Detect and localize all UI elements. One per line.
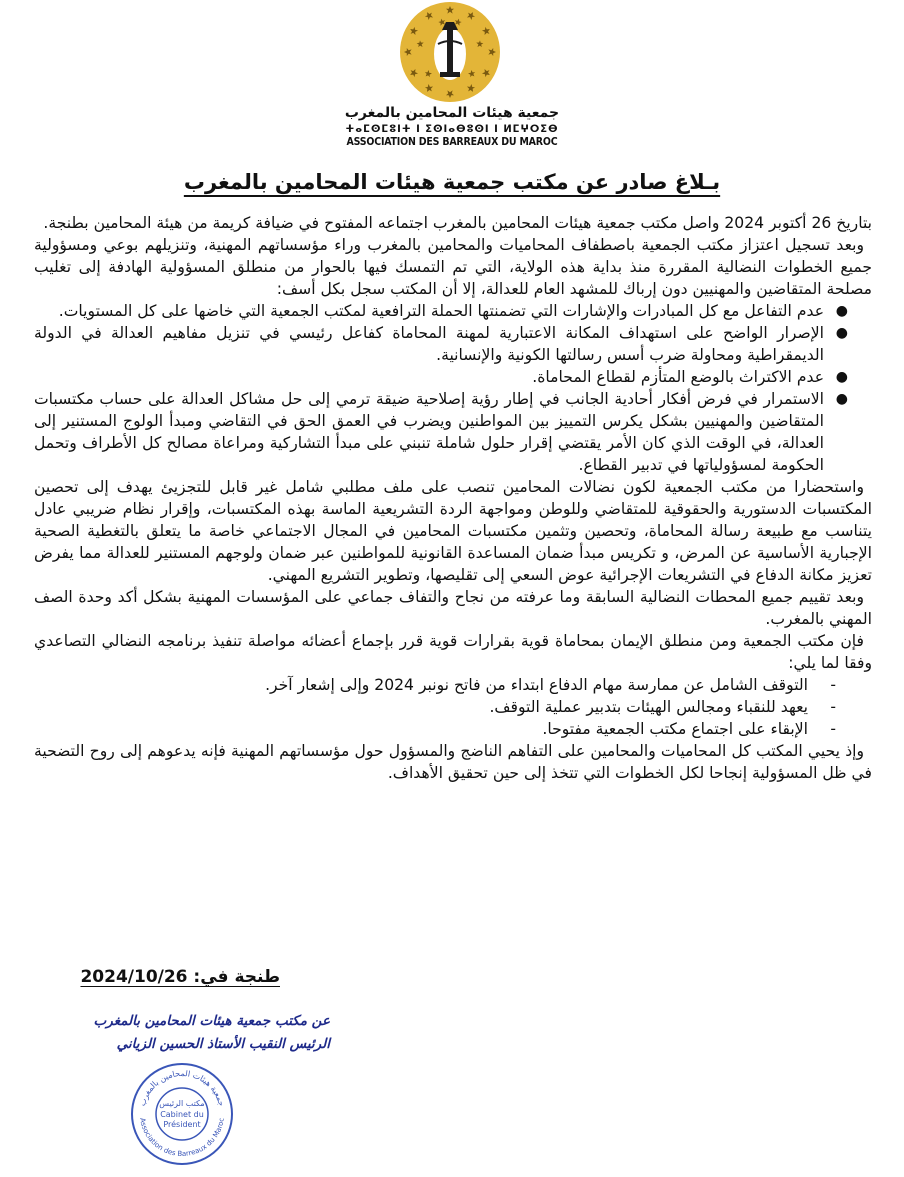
bullet-icon: ● xyxy=(835,391,848,407)
signature-line-1: عن مكتب جمعية هيئات المحامين بالمغرب xyxy=(93,1013,330,1029)
decision-text: يعهد للنقباء ومجالس الهيئات بتدبير عملية التوقف. xyxy=(489,698,808,716)
closing-paragraph: وإذ يحيي المكتب كل المحاميات والمحامين على التفاهم الناضج والمسؤول حول مؤسساتهم المهنية فإنه يدعوهم إلى روح التضحية في ظل المسؤولية إنجاحا لكل الخطوات التي تتخذ إلى حين تحقيق الأهداف. xyxy=(34,742,872,782)
intro-paragraph-1: بتاريخ 26 أكتوبر 2024 واصل مكتب جمعية هيئات المحامين بالمغرب اجتماعه المفتوح في ضيافة كريمة من هيئة المحامين بطنجة. xyxy=(43,214,872,232)
scales-of-justice-emblem-icon xyxy=(398,0,502,104)
communique-body xyxy=(34,212,872,784)
signature-line-2: الرئيس النقيب الأستاذ الحسين الزياني xyxy=(116,1036,330,1052)
dash-icon: - xyxy=(830,720,836,738)
decisions-list xyxy=(34,674,872,740)
grievance-text: عدم التفاعل مع كل المبادرات والإشارات التي تضمنتها الحملة الترافعية لمكتب الجمعية التي خاضها على كل المستويات. xyxy=(58,302,824,320)
decision-text: التوقف الشامل عن ممارسة مهام الدفاع ابتداء من فاتح نونبر 2024 وإلى إشعار آخر. xyxy=(265,676,808,694)
list-item xyxy=(34,696,836,718)
body-paragraph-1: واستحضارا من مكتب الجمعية لكون نضالات المحامين تنصب على ملف مطلبي شامل غير قابل للتجزيئ يهدف إلى تحصين المكتسبات الدستورية والحقوقية للمتقاضي وللوطن ومواجهة الردة التشريعية الماسة بهذه المكتسبات، وإقرار نظام ضريبي عادل يتناسب مع طبيعة رسالة المحاماة، وتحصين وتثمين مكتسبات المحامين في المجال الاجتماعي خاصة ما يتعلق بالتغطية الصحية الإجبارية الأساسية عن المرض، و تكريس مبدأ ضمان المساعدة القانونية للمواطنين عبر ضمان ولوجهم المستنير للعدالة مما يفرض تعزيز مكانة الدفاع في التشريعات الإجرائية عوض السعي إلى تقليصها، وتطوير التشريع المهني. xyxy=(34,478,872,584)
list-item xyxy=(34,322,848,366)
dash-icon: - xyxy=(830,676,836,694)
stamp-outer-top-text: جمعية هيئات المحامين بالمغرب xyxy=(137,1068,227,1108)
grievances-list xyxy=(34,300,872,476)
stamp-center-french-2: Président xyxy=(163,1120,201,1129)
list-item xyxy=(34,388,848,476)
communique-title: بـلاغ صادر عن مكتب جمعية هيئات المحامين بالمغرب xyxy=(183,170,721,194)
stamp-center-french-1: Cabinet du xyxy=(160,1110,204,1119)
grievance-text: الإصرار الواضح على استهداف المكانة الاعتبارية لمهنة المحاماة كفاعل رئيسي في تنزيل مفاهيم العدالة في الدولة الديمقراطية ومحاولة ضرب أسس رسالتها الكونية والإنسانية. xyxy=(34,324,824,364)
list-item xyxy=(34,674,836,696)
list-item xyxy=(34,718,836,740)
official-stamp xyxy=(130,1062,234,1166)
date-line: طنجة في: 2024/10/26 xyxy=(80,967,280,987)
bullet-icon: ● xyxy=(835,303,848,319)
org-name-tifinagh: ⵜⴰⵎⵙⵎⵓⵏⵜ ⵏ ⵉⵙⵏⴰⴱⵓⵙⵏ ⵏ ⵍⵎⵖⵔⵉⴱ xyxy=(345,124,559,135)
body-paragraph-2: وبعد تقييم جميع المحطات النضالية السابقة وما عرفته من نجاح والتفاف جماعي على المؤسسات المهنية بشكل أكد وحدة الصف المهني بالمغرب. xyxy=(34,588,872,628)
stamp-center-arabic: مكتب الرئيس xyxy=(159,1099,205,1108)
bullet-icon: ● xyxy=(835,369,848,385)
letterhead xyxy=(0,0,904,165)
body-paragraph-3: فإن مكتب الجمعية ومن منطلق الإيمان بمحاماة قوية بقرارات قوية قرر بإجماع أعضائه مواصلة تنفيذ برنامجه النضالي التصاعدي وفقا لما يلي: xyxy=(34,632,872,672)
list-item xyxy=(34,366,848,388)
dash-icon: - xyxy=(830,698,836,716)
grievance-text: عدم الاكتراث بالوضع المتأزم لقطاع المحاماة. xyxy=(532,368,824,386)
bullet-icon: ● xyxy=(835,325,848,341)
intro-paragraph-2: وبعد تسجيل اعتزاز مكتب الجمعية باصطفاف المحاميات والمحامين بالمغرب وراء مؤسساتهم المهنية، وتنزيلهم بوعي ومسؤولية جميع الخطوات النضالية المقررة منذ بداية هذه الولاية، التي تم التمسك فيها بالحوار من منطلق المسؤولية الهادفة إلى تغليب مصلحة المتقاضين والمهنيين دون إرباك للمشهد العام للعدالة، إلا أن المكتب سجل بكل أسف: xyxy=(34,236,872,298)
list-item xyxy=(34,300,848,322)
org-name-french: ASSOCIATION DES BARREAUX DU MAROC xyxy=(346,136,558,148)
decision-text: الإبقاء على اجتماع مكتب الجمعية مفتوحا. xyxy=(542,720,808,738)
grievance-text: الاستمرار في فرض أفكار أحادية الجانب في إطار رؤية إصلاحية ضيقة ترمي إلى حل مشاكل العدالة على حساب مكتسبات المتقاضين والمهنيين بشكل يكرس التمييز بين المواطنين ويضرب في العمق الحق في التقاضي ومبدأ الولوج المستنير إلى العدالة، في الوقت الذي كان الأمر يقتضي إقرار حلول شاملة تنبني على مبدأ التشاركية ومراعاة مصالح كل الأطراف وتحمل الحكومة لمسؤولياتها في تدبير القطاع. xyxy=(34,390,824,474)
org-name-arabic: جمعية هيئات المحامين بالمغرب xyxy=(344,105,560,121)
stamp-outer-bottom-text: Association des Barreaux du Maroc xyxy=(138,1117,226,1159)
